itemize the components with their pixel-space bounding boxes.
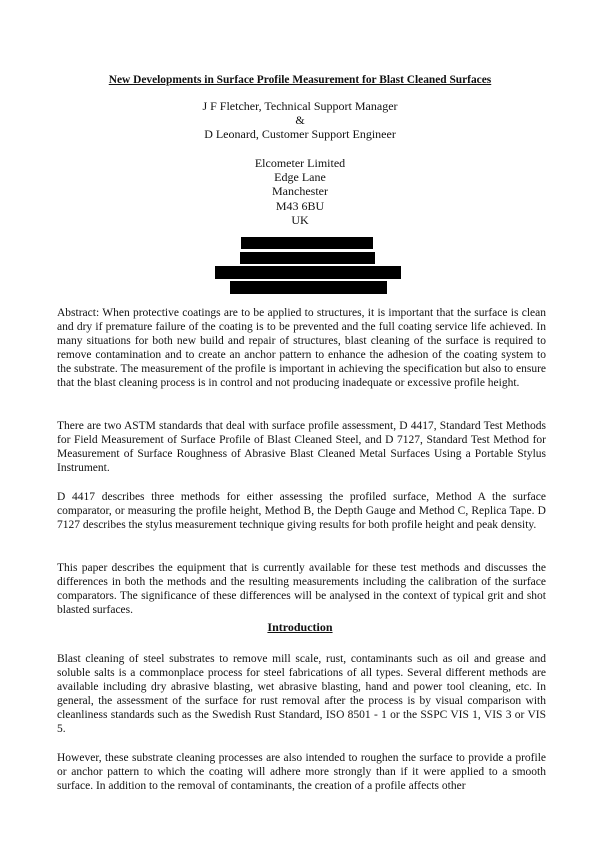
author-block	[0, 99, 600, 142]
address-line: Elcometer Limited	[254, 156, 346, 170]
abstract-paragraph: Abstract: When protective coatings are to be applied to structures, it is important that the surface is clean and dry if premature failure of the coating is to be prevented and the full coating service life achieved. In many situations for both new build and repair of structures, blast cleaning of the surface is required to remove contamination and to create an anchor pattern to enhance the adhesion of the coating system to the substrate. The measurement of the profile is important in achieving the specification but also to ensure that the blast cleaning process is in control and not producing inadequate or excessive profile height.	[57, 307, 546, 390]
author-line: J F Fletcher, Technical Support Manager	[202, 99, 398, 113]
body-paragraph: Blast cleaning of steel substrates to remove mill scale, rust, contaminants such as oil and grease and soluble salts is a commonplace process for steel fabrications of all types. Several different methods are available including dry abrasive blasting, wet abrasive blasting, hand and power tool cleaning, etc. In general, the assessment of the surface for rust removal after the process is by visual comparison with cleanliness standards such as the Swedish Rust Standard, ISO 8501 - 1 or the SSPC VIS 1, VIS 3 or VIS 5.	[57, 653, 546, 736]
address-line: UK	[291, 212, 309, 227]
body-paragraph: This paper describes the equipment that is currently available for these test methods and discusses the differences in both the methods and the resulting measurements including the calibration of the surface comparators. The significance of these differences will be analysed in the context of typical grit and shot blasted surfaces.	[57, 562, 546, 617]
author-line: &	[295, 113, 305, 128]
body-paragraph: D 4417 describes three methods for either assessing the profiled surface, Method A the surface comparator, or measuring the profile height, Method B, the Depth Gauge and Method C, Replica Tape. D 7127 describes the stylus measurement technique giving results for both profile height and peak density.	[57, 491, 546, 532]
address-line: Manchester	[272, 184, 328, 199]
body-paragraph: However, these substrate cleaning processes are also intended to roughen the surface to provide a profile or anchor pattern to which the coating will adhere more strongly than if it were applied to a smooth surface. In addition to the removal of contaminants, the creation of a profile affects other	[57, 752, 546, 793]
redaction-bar	[215, 266, 401, 279]
address-block	[0, 156, 600, 227]
address-line: Edge Lane	[274, 170, 326, 185]
address-line: M43 6BU	[275, 198, 325, 213]
redaction-bar	[230, 281, 387, 294]
body-paragraph: There are two ASTM standards that deal with surface profile assessment, D 4417, Standard Test Methods for Field Measurement of Surface Profile of Blast Cleaned Steel, and D 7127, Standard Test Method for Measurement of Surface Roughness of Abrasive Blast Cleaned Metal Surfaces Using a Portable Stylus Instrument.	[57, 420, 546, 475]
author-line: D Leonard, Customer Support Engineer	[204, 127, 396, 142]
redaction-bar	[240, 252, 375, 264]
section-heading: Introduction	[267, 620, 333, 634]
redaction-bar	[241, 237, 373, 249]
document-title: New Developments in Surface Profile Measurement for Blast Cleaned Surfaces	[108, 74, 492, 86]
